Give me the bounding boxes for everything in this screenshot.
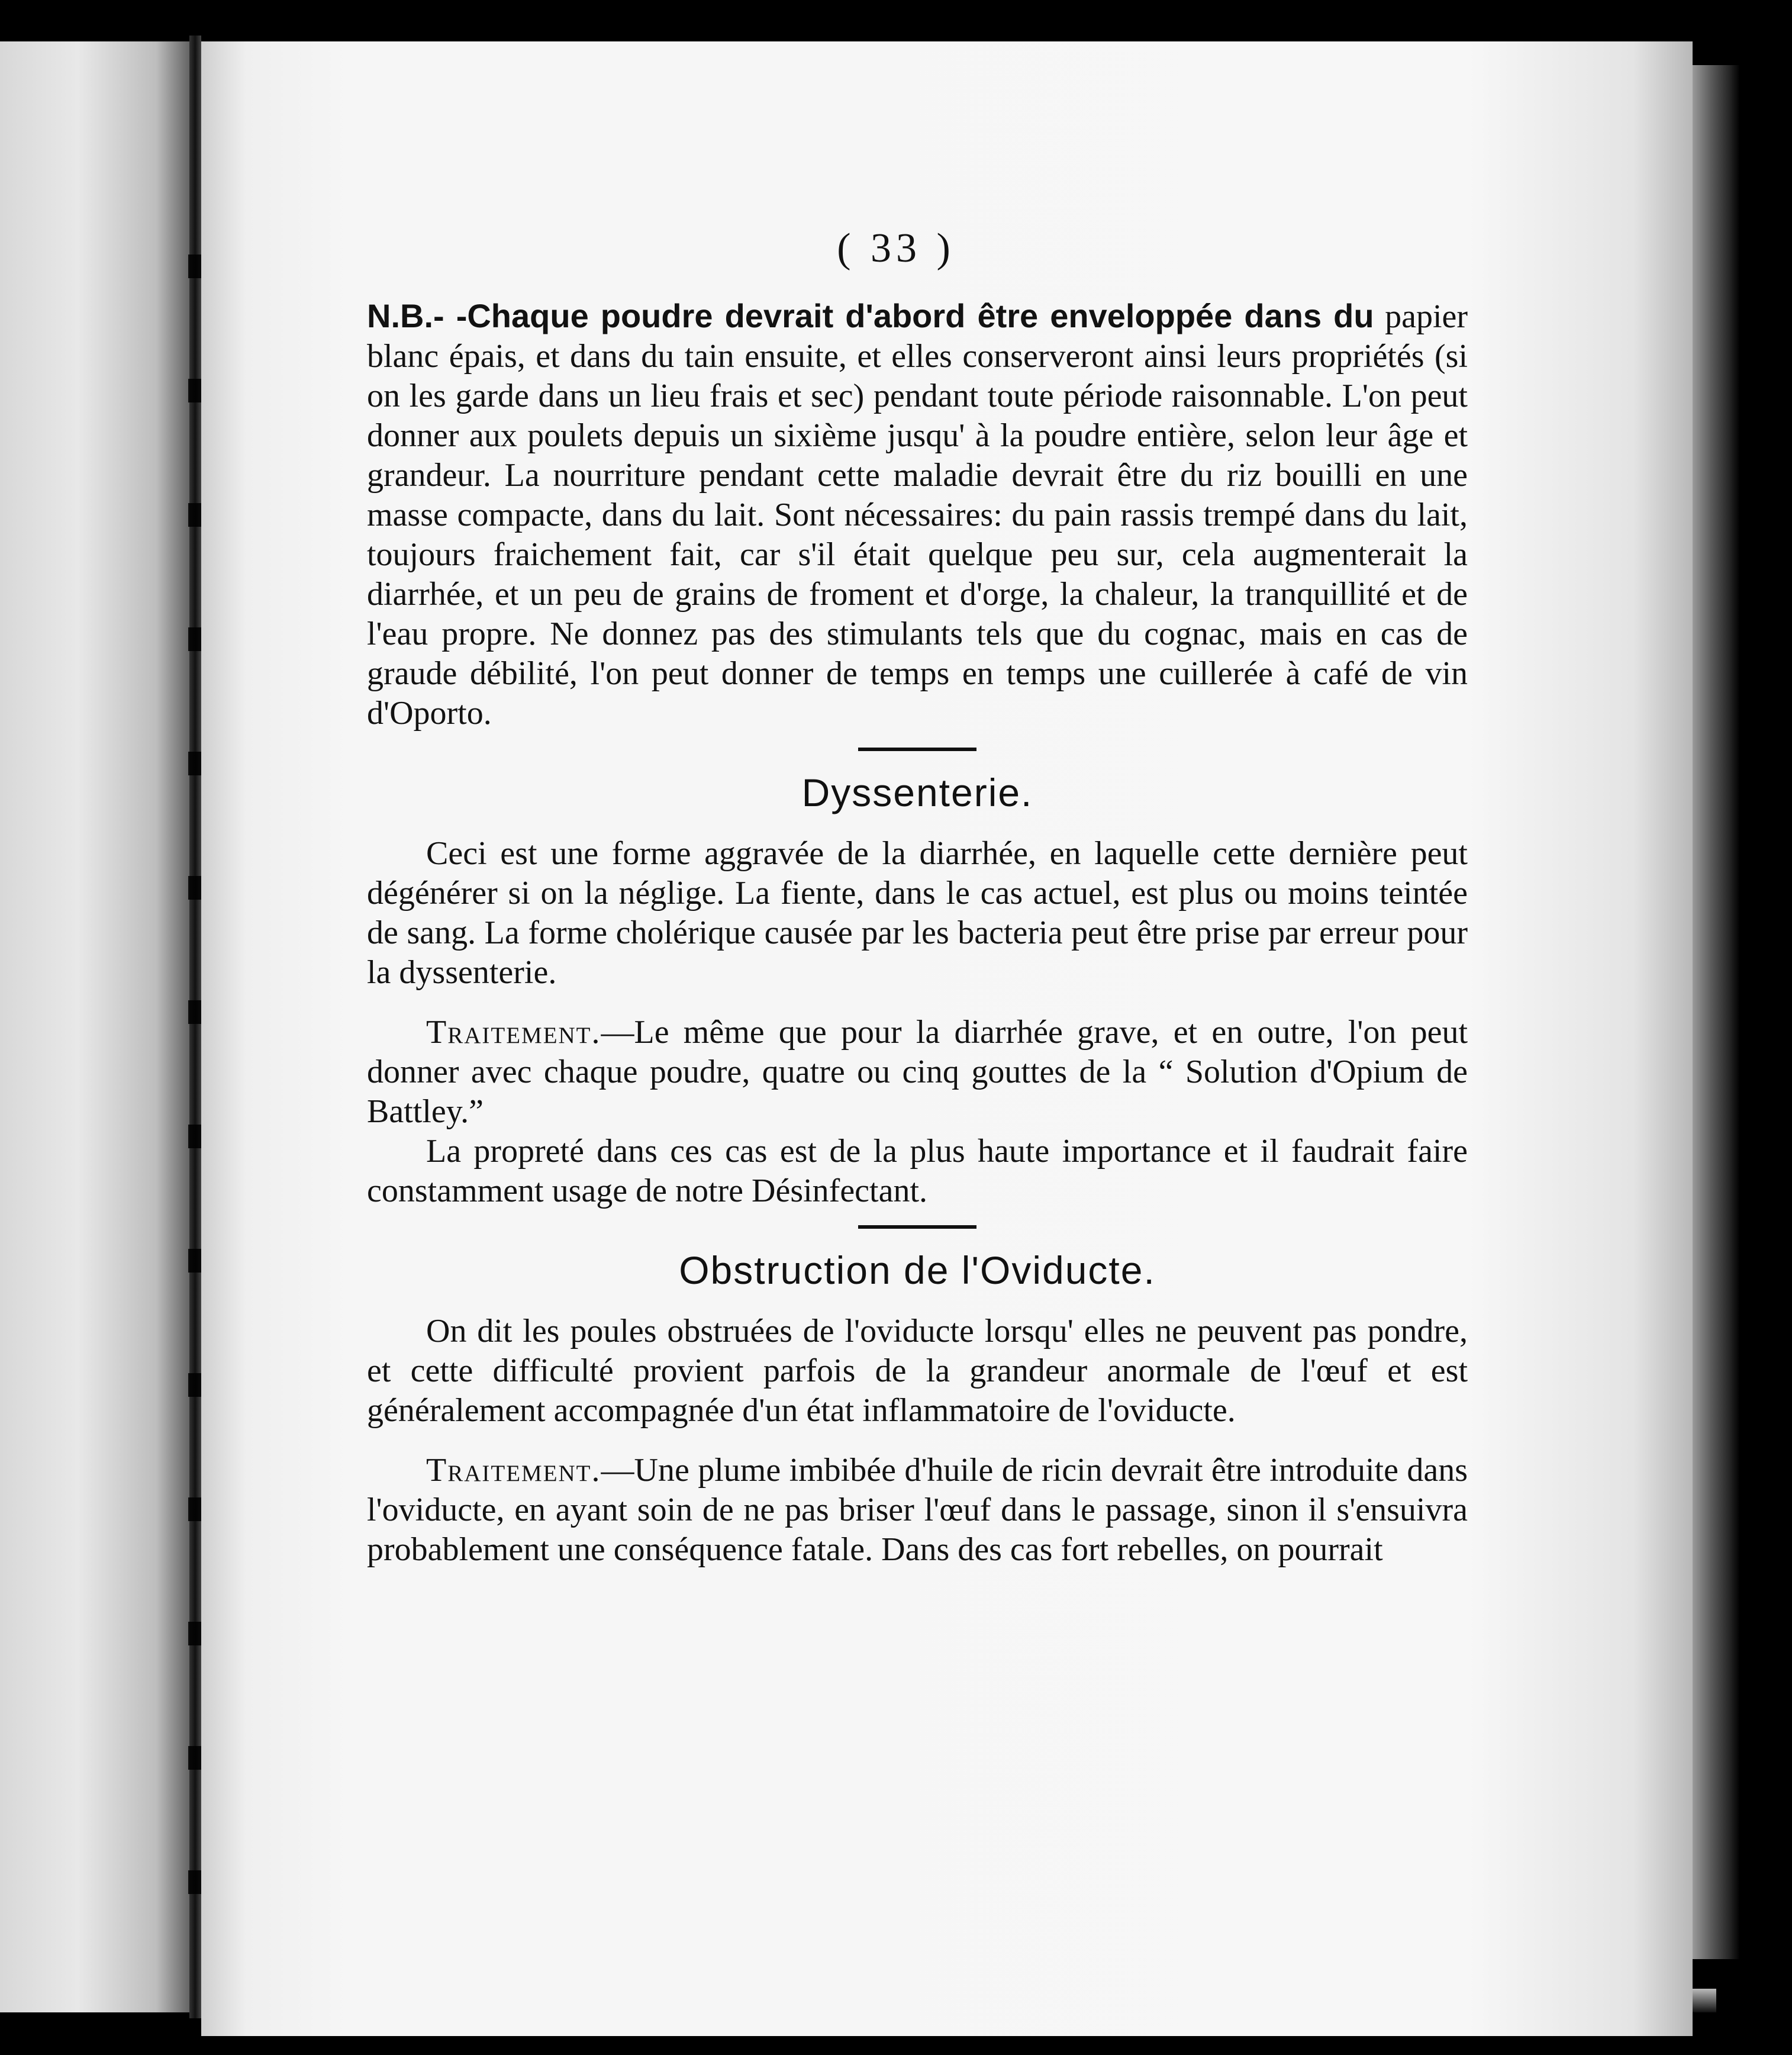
page-number: ( 33 ) bbox=[837, 226, 955, 271]
nb-text: papier blanc épais, et dans du tain ensuite, et elles conserveront ainsi leurs propriétés (si on les garde dans un lieu frais et sec) pendant toute période raisonnable. L'on peut donner aux poulets depuis un sixième jusqu' à la poudre entière, selon leur âge et grandeur. La nourriture pendant cette maladie devrait être du riz bouilli en une masse compacte, dans du lait. Sont nécessaires: du pain rassis trempé dans du lait, toujours fraichement fait, car s'il était quelque peu sur, cela augmenterait la diarrhée, et un peu de grains de froment et d'orge, la chaleur, la tranquillité et de l'eau propre. Ne donnez pas des stimulants tels que du cognac, mais en cas de graude débilité, l'on peut donner de temps en temps une cuillerée à café de vin d'Oporto. bbox=[367, 298, 1468, 732]
paragraph-gap bbox=[367, 993, 1468, 1013]
left-page-edge bbox=[0, 41, 195, 2012]
oviducte-treatment bbox=[367, 1451, 1468, 1570]
heading-dyssenterie: Dyssenterie. bbox=[801, 771, 1033, 814]
paragraph-gap bbox=[367, 1431, 1468, 1451]
nb-paragraph bbox=[367, 296, 1468, 733]
treatment-text: —Une plume imbibée d'huile de ricin devrait être introduite dans l'oviducte, en ayant soin de ne pas briser l'œuf dans le passage, sinon il s'ensuivra probablement une conséquence fatale. Dans des cas fort rebelles, on pourrait bbox=[367, 1452, 1468, 1568]
section-divider bbox=[858, 748, 976, 751]
treatment-text: —Le même que pour la diarrhée grave, et en outre, l'on peut donner avec chaque poudre, quatre ou cinq gouttes de la “ Solution d'Opium de Battley.” bbox=[367, 1014, 1468, 1130]
dyssenterie-paragraph-3: La propreté dans ces cas est de la plus haute importance et il faudrait faire constamment usage de notre Désinfectant. bbox=[367, 1133, 1468, 1209]
nb-lead: N.B.- -Chaque poudre devrait d'abord être enveloppée dans du bbox=[367, 297, 1374, 334]
dyssenterie-paragraph-1: Ceci est une forme aggravée de la diarrhée, en laquelle cette dernière peut dégénérer si on la néglige. La fiente, dans le cas actuel, est plus ou moins teintée de sang. La forme cholérique causée par les bacteria peut être prise par erreur pour la dyssenterie. bbox=[367, 835, 1468, 991]
page-body bbox=[367, 296, 1468, 1570]
treatment-label: Traitement. bbox=[426, 1014, 601, 1051]
section-divider bbox=[858, 1225, 976, 1229]
treatment-label: Traitement. bbox=[426, 1452, 601, 1489]
right-page-edge bbox=[1693, 65, 1740, 1959]
heading-oviducte: Obstruction de l'Oviducte. bbox=[679, 1248, 1156, 1292]
oviducte-paragraph-1: On dit les poules obstruées de l'oviducte lorsqu' elles ne peuvent pas pondre, et cette difficulté provient parfois de la grandeur anormale de l'œuf et est généralement accompagnée d'un état inflammatoire de l'oviducte. bbox=[367, 1313, 1468, 1429]
dyssenterie-treatment bbox=[367, 1013, 1468, 1132]
